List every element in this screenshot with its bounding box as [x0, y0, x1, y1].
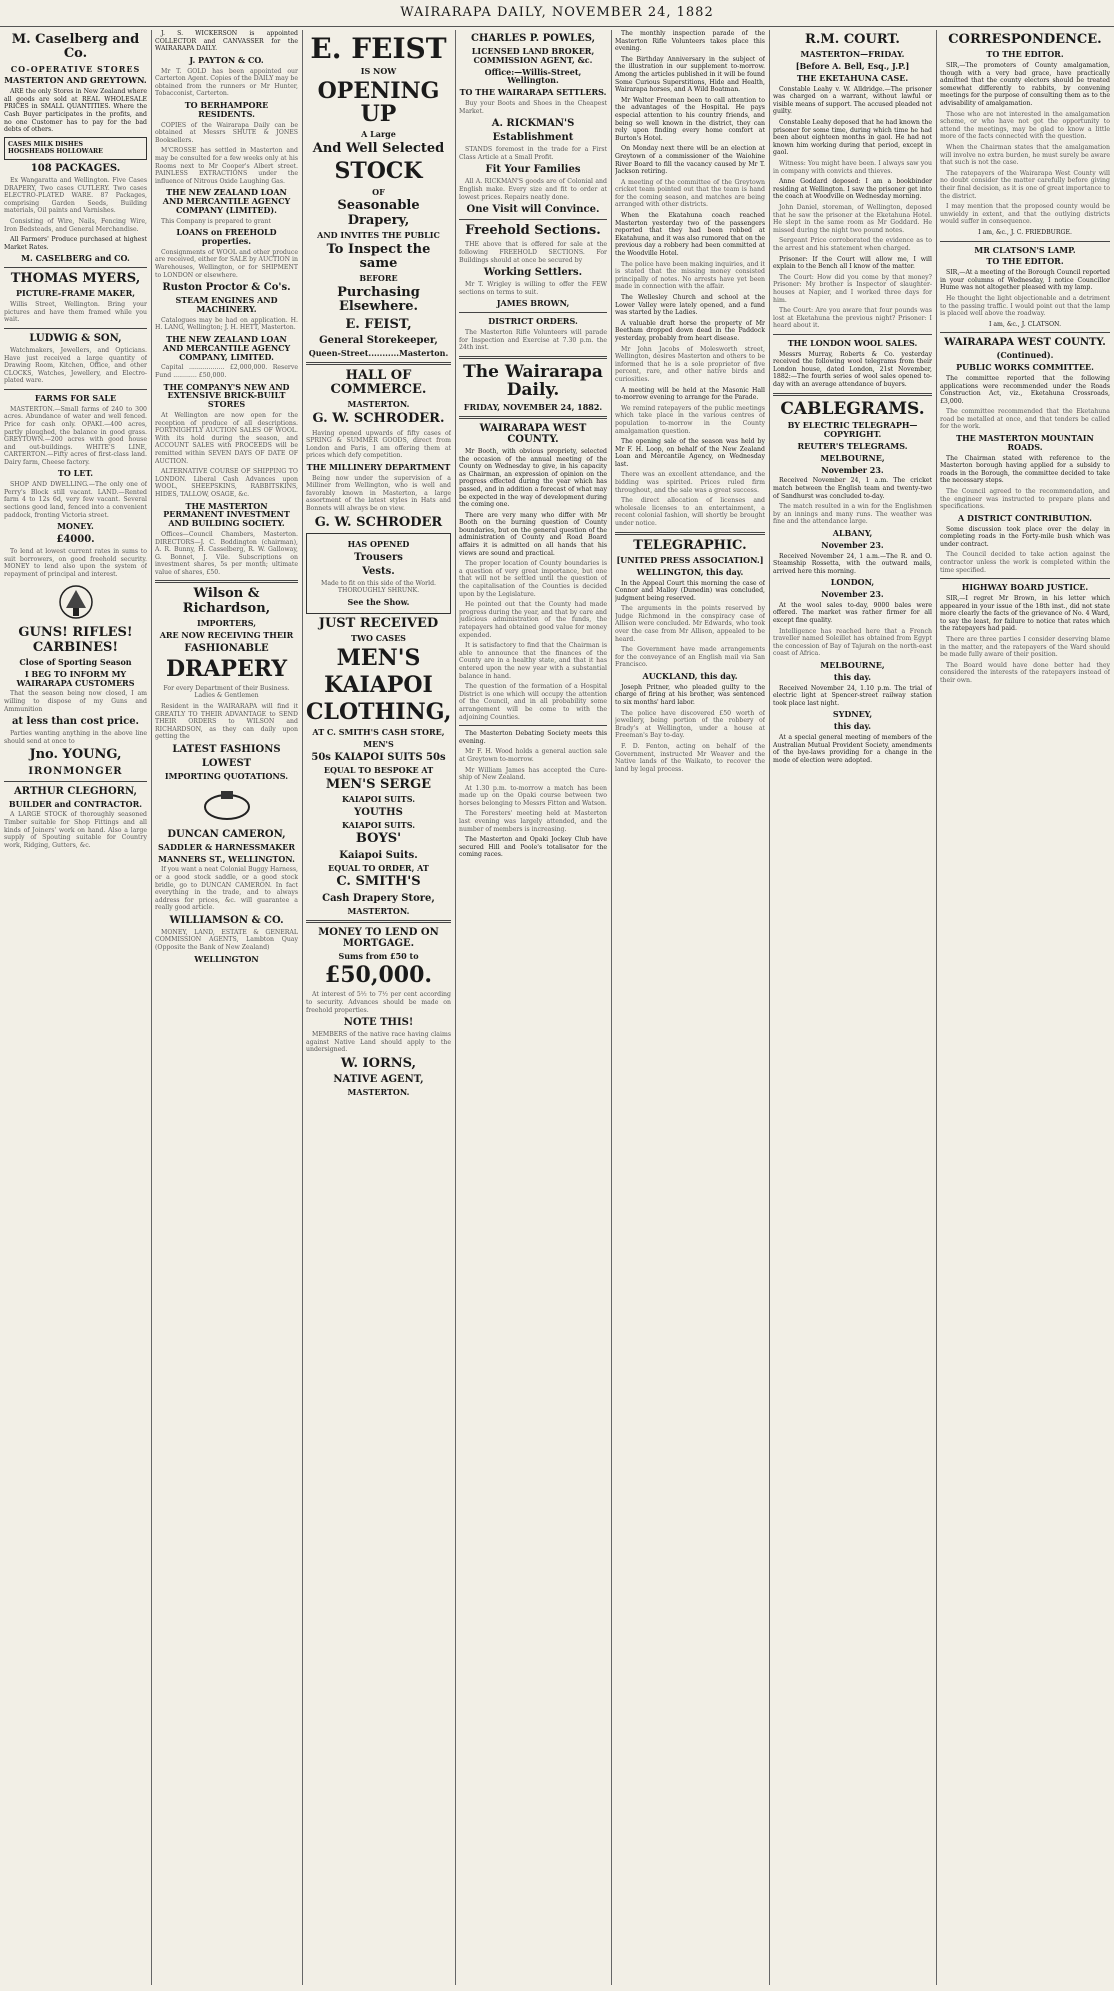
ironmonger: IRONMONGER	[28, 765, 123, 777]
freehold: Freehold Sections.	[465, 223, 601, 239]
mountain-roads: THE MASTERTON MOUNTAIN ROADS.	[956, 433, 1094, 452]
amount: £50,000.	[324, 962, 433, 989]
purchasing: Purchasing Elsewhere.	[337, 285, 420, 315]
caselberg-heading: M. Caselberg and Co.	[11, 32, 140, 62]
kaiapoi: KAIAPOI	[324, 671, 433, 698]
ludwig: LUDWIG & SON,	[29, 332, 122, 344]
melbourne1: MELBOURNE,	[820, 452, 885, 463]
masterton: MASTERTON.	[347, 905, 410, 916]
season-heading: Close of Sporting Season	[19, 657, 132, 667]
masthead: WAIRARAPA DAILY, NOVEMBER 24, 1882	[0, 0, 1114, 27]
column-rule	[611, 30, 612, 1985]
crest-logo	[4, 582, 147, 622]
invites: AND INVITES THE PUBLIC	[317, 229, 440, 240]
column-2: J. S. WICKERSON is appointed COLLECTOR and CANVASSER for the WAIRARAPA DAILY. J. PAYTON & CO. Mr T. GOLD has been appointed our Carterton Agent. Copies of the DAILY may be obtained from the runners or Mr Hunter, Tobacconist, Carterton. TO BERHAMPORE RESIDENTS. COPIES of the Wairarapa Daily can be obtained at Messrs SHUTE & JONES Booksellers. M'CROSSE has settled in Masterton and may be consulted for a few weeks only at his Rooms next to Mr Cooper's Albert street. PAINLESS EXTRACTIONS under the influence of Nitrous Oxide Laughing Gas. THE NEW ZEALAND LOAN AND MERCANTILE AGENCY COMPANY (LIMITED). This Company is prepared to grant LOANS on FREEHOLD properties. Consignments of WOOL and other produce are received, either for SALE by AUCTION in Warehouses, Wellington, or for SHIPMENT to LONDON or elsewhere. Ruston Proctor & Co's. STEAM ENGINES AND MACHINERY. Catalogues may be had on application. H. H. LANG, Wellington; J. H. HETT, Masterton. THE NEW ZEALAND LOAN AND MERCANTILE AGENCY COMPANY, LIMITED. Capital .................. £2,000,000. Reserve Fund ............ £50,000. THE COMPANY'S NEW AND EXTENSIVE BRICK-BUILT STORES At Wellington are now open for the reception of produce of all descriptions. FORTNIGHTLY AUCTION SALES OF WOOL. With its hold during the season, and ACCOUNT SALES with PROCEEDS will be remitted within SEVEN DAYS OF DATE OF AUCTION. ALTERNATIVE COURSE OF SHIPPING TO LONDON. Liberal Cash Advances upon WOOL, SHEEPSKINS, RABBITSKINS, HIDES, TALLOW, OSAGE, &c. THE MASTERTON PERMANENT INVESTMENT AND BUILDING SOCIETY. Offices—Council Chambers, Masterton. DIRECTORS—J. C. Boddington (chairman), A. R. Bunny, H. Casselberg, R. W. Galloway, G. Bonnet, J. Vile. Subscriptions on investment shares, 5s per month; ultimate value of shares, £50. Wilson & Richardson, IMPORTERS, ARE NOW RECEIVING THEIR FASHIONABLE DRAPERY For every Department of their Business. Ladies & Gentlemen Resident in the WAIRARAPA will find it GREATLY TO THEIR ADVANTAGE to SEND THEIR ORDERS to WILSON and RICHARDSON, as they can daily upon getting the LATEST FASHIONS LOWEST IMPORTING QUOTATIONS. DUNCAN CAMERON, SADDLER & HARNESSMAKER MANNERS ST., WELLINGTON. If you want a neat Colonial Buggy Harness, or a good stock saddle, or a good stock bridle, go to DUNCAN CAMERON. In fact everything in the trade, and to always address for prices, &c. will guarantee a really good article. WILLIAMSON & CO. MONEY, LAND, ESTATE & GENERAL COMMISSION AGENTS, Lambton Quay (Opposite the Bank of New Zealand) WELLINGTON	[155, 30, 298, 964]
cable-p10: At a special general meeting of members of the Australian Mutual Provident Society, amendments of the bye-laws providing for a change in the mode of election were adopted.	[773, 734, 932, 764]
shipping: THE NEW ZEALAND LOAN AND MERCANTILE AGENCY COMPANY, LIMITED.	[162, 334, 291, 362]
farms-heading: FARMS FOR SALE	[34, 392, 117, 403]
cable-p8: At the wool sales to-day, 9000 bales were offered. The market was rather firmer for all except fine quality.	[773, 601, 932, 625]
of: OF	[372, 186, 385, 197]
manners: MANNERS ST., WELLINGTON.	[158, 853, 295, 864]
inspect: To Inspect the same	[326, 241, 431, 272]
co-op-heading: CO-OPERATIVE STORES	[10, 63, 141, 74]
boys: BOYS'	[355, 831, 402, 847]
editor2: TO THE EDITOR.	[986, 256, 1064, 267]
hbj-p7: SIR,—I regret Mr Brown, in his letter which appeared in your issue of the 18th inst., did not state more clearly the facts of the grievance of No. 4 Ward, to say the least, for failure to notice that rates which the ratepayers had paid.	[940, 594, 1110, 633]
cable-p7: Received November 24, 1 a.m.—The R. and O. Steamship Rossetta, with the outward mails, arrived here this morning.	[773, 552, 932, 575]
quotations: IMPORTING QUOTATIONS.	[164, 770, 289, 781]
framer: PICTURE-FRAME MAKER,	[15, 288, 136, 299]
news5-p2: The Birthday Anniversary in the subject of the illustration in our supplement to-morrow. Among the articles published in it will be found Some Curious Superstitions, Hide and Health, Wairarapa horses, and A Wild Boatman.	[615, 55, 765, 94]
storekeeper: General Storekeeper,	[319, 335, 438, 347]
price-heading: at less than cost price.	[11, 716, 140, 728]
tolet-heading: TO LET.	[57, 468, 94, 479]
eketahuna: THE EKETAHUNA CASE.	[796, 72, 909, 83]
loans: LOANS on FREEHOLD properties.	[176, 227, 277, 247]
boys-sub: Kaiapoi Suits.	[339, 849, 418, 861]
caselberg-text: ARE the only Stores in New Zealand where all goods are sold at REAL WHOLESALE PRICES in SMALL QUANTITIES. Where the Cash Buyer participates in the profits, and no one Customer has to pay for the bad debts of others.	[4, 88, 147, 134]
correspondence: CORRESPONDENCE.	[948, 32, 1102, 47]
sydney-date: this day.	[833, 721, 872, 732]
harness-logo	[155, 785, 298, 825]
money-amount: £4000.	[56, 534, 95, 546]
mc-box-1	[4, 137, 147, 160]
cable-p6: Received November 24, 1 a.m. The cricket match between the English team and twenty-two of Sandhurst was concluded to-day.	[773, 477, 932, 500]
opened: HAS OPENED	[347, 538, 410, 549]
leader-heading: WAIRARAPA WEST COUNTY.	[479, 422, 587, 445]
cable-sub: BY ELECTRIC TELEGRAPH—COPYRIGHT.	[787, 420, 918, 440]
clothing: CLOTHING,	[306, 699, 451, 726]
wwc: WAIRARAPA WEST COUNTY.	[944, 337, 1106, 349]
column-rule	[151, 30, 152, 1985]
court-p4: Prisoner: If the Court will allow me, I will explain to the Bench all I know of the matter.	[773, 255, 932, 271]
sydney: SYDNEY,	[832, 709, 873, 720]
masterton-perm: THE MASTERTON PERMANENT INVESTMENT AND BUILDING SOCIETY.	[163, 500, 290, 529]
reuter: REUTER'S TELEGRAMS.	[797, 440, 908, 451]
settlers: TO THE WAIRARAPA SETTLERS.	[459, 87, 607, 98]
queen-street: Queen-Street...........Masterton.	[308, 348, 449, 359]
news5-p3: Mr Walter Freeman been to call attention to the advantages of the Hospital. He pays especial attention to his country friends, and being so well known in the district, they can rely upon finding every home comfort at Burton's Hotel.	[615, 96, 765, 142]
leader-p1: Mr Booth, with obvious propriety, selected the occasion of the annual meeting of the County on Wednesday to give, in his capacity as Chairman, an expression of opinion on the progress effected during the year which has passed, and in addition a forecast of what may be expected in the way of development during the coming one.	[459, 447, 607, 509]
native-agent: NATIVE AGENT,	[333, 1074, 424, 1086]
thomas-myers: THOMAS MYERS,	[10, 271, 141, 287]
column-rule	[769, 30, 770, 1985]
new-shipments: ARE NOW RECEIVING THEIR	[159, 629, 294, 640]
equal2: EQUAL TO ORDER, AT	[328, 862, 429, 873]
leader-p2: There are very many who differ with Mr Booth on the burning question of County boundaries, but on the general question of the administration of County and Road Board affairs it is admitted on all hands that his views are sound and practical.	[459, 511, 607, 557]
wool-sales: THE LONDON WOOL SALES.	[787, 337, 918, 348]
rm-sub: MASTERTON—FRIDAY.	[800, 49, 905, 60]
auckland-dateline: AUCKLAND, this day.	[642, 671, 738, 682]
money-lend: MONEY TO LEND ON MORTGAGE.	[318, 926, 439, 949]
opening-up: OPENING UP	[317, 78, 440, 128]
before: BEFORE	[359, 273, 398, 284]
large: A Large	[361, 129, 396, 140]
clatson: MR CLATSON'S LAMP.	[974, 244, 1076, 255]
schroder2: G. W. SCHRODER	[314, 514, 443, 530]
london: LONDON,	[830, 577, 875, 588]
wwc-p6: Some discussion took place over the delay in completing roads in the Forty-mile bush which was under contract.	[940, 525, 1110, 548]
visit: One Visit will Convince.	[466, 204, 600, 216]
smith2: C. SMITH'S	[336, 874, 421, 890]
two-cases: TWO CASES	[351, 633, 406, 644]
wellington: WELLINGTON	[194, 953, 259, 964]
powles: CHARLES P. POWLES,	[470, 33, 596, 44]
millinery: THE MILLINERY DEPARTMENT	[306, 461, 451, 472]
melbourne2-date: this day.	[833, 671, 872, 682]
youth-suits: KAIAPOI SUITS.	[341, 819, 416, 830]
melbourne2: MELBOURNE,	[820, 660, 885, 671]
rm-before: [Before A. Bell, Esq., J.P.]	[795, 61, 910, 72]
cable-p9: Received November 24, 1.10 p.m. The trial of electric light at Spencer-street railway station took place last night.	[773, 684, 932, 707]
cash: Cash Drapery Store,	[322, 892, 435, 904]
district: DISTRICT ORDERS.	[488, 316, 578, 327]
farmers-text: All Farmers' Produce purchased at highest Market Rates.	[4, 236, 147, 251]
selected: And Well Selected	[312, 141, 445, 157]
column-4: CHARLES P. POWLES, LICENSED LAND BROKER, COMMISSION AGENT, &c. Office:—Willis-Street, Wellington. TO THE WAIRARAPA SETTLERS. Buy your Boots and Shoes in the Cheapest Market. A. RICKMAN'S Establishment STANDS foremost in the trade for a First Class Article at a Small Profit. Fit Your Families All A. RICKMAN'S goods are of Colonial and English make. Every size and fit to order at lowest prices. Repairs neatly done. One Visit will Convince. Freehold Sections. THE above that is offered for sale at the following FREEHOLD SECTIONS. For Buildings should at once be secured by Working Settlers. Mr T. Wrigley is willing to offer the FEW sections on terms to suit. JAMES BROWN, DISTRICT ORDERS. The Masterton Rifle Volunteers will parade for Inspection and Exercise at 7.30 p.m. the 24th inst. The Wairarapa Daily. FRIDAY, NOVEMBER 24, 1882. WAIRARAPA WEST COUNTY. Mr Booth, with obvious propriety, selected the occasion of the annual meeting of the County on Wednesday to give, in his capacity as Chairman, an expression of opinion on the progress effected during the year which has passed, and in addition a forecast of what may be expected in the way of development during the coming one. There are very many who differ with Mr Booth on the burning question of County boundaries, but on the general question of the administration of County and Road Board affairs it is admitted on all hands that his views are sound and practical. The proper location of County boundaries is a question of very great importance, but one that will not be settled until the question of the capitalisation of the Counties is decided upon by the Legislature. He pointed out that the County had made progress during the year, and that by care and judicious administration of the funds, the ratepayers had obtained good value for money expended. It is satisfactory to find that the Chairman is able to announce that the finances of the County are in a healthy state, and that it has entered upon the new year with a substantial balance in hand. The question of the formation of a Hospital District is one which will occupy the attention of the Council, and in all probability some arrangement will be come to with the adjoining Counties. The Masterton Debating Society meets this evening. Mr F. H. Wood holds a general auction sale at Greytown to-morrow. Mr William James has accepted the Cure-ship of New Zealand. At 1.30 p.m. to-morrow a match has been made up on the Opaki course between two horses belonging to Messrs Fitton and Watson. The Foresters' meeting held at Masterton last evening was largely attended, and the number of members is increasing. The Masterton and Opaki Jockey Club have secured Hill and Poole's totalisator for the coming races.	[459, 33, 607, 859]
stock: STOCK	[334, 158, 423, 185]
equal: EQUAL TO BESPOKE AT	[323, 764, 434, 775]
caselberg-sign: M. CASELBERG and CO.	[21, 253, 130, 264]
court-p2: Constable Leahy deposed that he had known the prisoner for some time, during which time he had been about eighteen months in gaol. He had not known him working during that period, except in gaol.	[773, 119, 932, 157]
youths: YOUTHS	[354, 806, 403, 818]
note: NOTE THIS!	[343, 1017, 414, 1029]
cablegrams: CABLEGRAMS.	[780, 398, 925, 419]
iorns: W. IORNS,	[340, 1056, 417, 1072]
ruston: Ruston Proctor & Co's.	[162, 282, 291, 294]
towns-heading: MASTERTON AND GREYTOWN.	[4, 75, 147, 86]
news-p3: The Masterton Debating Society meets this evening.	[459, 730, 607, 745]
feist-heading: E. FEIST	[310, 32, 447, 65]
seasonable-drapery: Seasonable Drapery,	[337, 198, 420, 228]
albany: ALBANY,	[832, 527, 873, 538]
working: Working Settlers.	[483, 267, 583, 279]
smith: AT C. SMITH'S CASH STORE,	[312, 727, 445, 738]
young-heading: Jno. YOUNG,	[29, 747, 122, 763]
column-rule	[455, 30, 456, 1985]
column-1: M. Caselberg and Co. CO-OPERATIVE STORES MASTERTON AND GREYTOWN. ARE the only Stores in New Zealand where all goods are sold at REAL WHOLESALE PRICES in SMALL QUANTITIES. Where the Cash Buyer participates in the profits, and no one Customer has to pay for the bad debts of others. CASES MILK DISHES HOGSHEADS HOLLOWARE 108 PACKAGES. Ex Wangaratta and Wellington. Five Cases DRAPERY, Two cases CUTLERY. Two cases ELECTRO-PLATED WARE. 87 Packages, comprising Garden Seeds, Building materials, Oil paints and Varnishes. Consisting of Wire, Nails, Fencing Wire, Iron Bedsteads, and General Merchandise. All Farmers' Produce purchased at highest Market Rates. M. CASELBERG and CO. THOMAS MYERS, PICTURE-FRAME MAKER, Willis Street, Wellington. Bring your pictures and have them framed while you wait. LUDWIG & SON, Watchmakers, Jewellers, and Opticians. Have just received a large quantity of Drawing Room, Kitchen, Office, and other CLOCKS, Watches, Jewellery, and Electro-plated ware. FARMS FOR SALE MASTERTON.—Small farms of 240 to 300 acres. Abundance of water and well fenced. Price for cash only. OPAKI.—400 acres, partly ploughed, the balance in good grass. GREYTOWN.—200 acres with good house and out-buildings. WHITE'S LINE, CARTERTON.—Fifty acres of first-class land. Dairy farm, Cheese factory. TO LET. SHOP AND DWELLING.—The only one of Perry's Block still vacant. LAND.—Rented farm 4 to 12s 6d, very few vacant. Several sections good land, fenced into a convenient paddock, fronting Victoria street. MONEY. £4000. To lend at lowest current rates in sums to suit borrowers, on good freehold security. MONEY to lend also upon the system of repayment of principal and interest. GUNS! RIFLES! CARBINES! Close of Sporting Season I BEG TO INFORM MY WAIRARAPA CUSTOMERS That the season being now closed, I am willing to dispose of my Guns and Ammunition at less than cost price. Parties wanting anything in the above line should send at once to Jno. YOUNG, IRONMONGER ARTHUR CLEGHORN, BUILDER and CONTRACTOR. A LARGE STOCK of thoroughly seasoned Timber suitable for Shop Fittings and all kinds of Joiners' work on hand. Also a large supply of Spouting suitable for Country work, Ridging, Gutters, &c.	[4, 32, 147, 849]
paper-title: The Wairarapa Daily.	[463, 361, 603, 401]
feist2: E. FEIST,	[345, 316, 412, 332]
wool-stores: THE COMPANY'S NEW AND EXTENSIVE BRICK-BUILT STORES	[163, 381, 290, 410]
latest: LATEST FASHIONS	[172, 743, 281, 755]
wwc-p4: The committee reported that the following applications were recommended under the Roads Construction Act, viz., Eketahuna Crossroads, £3,000.	[940, 374, 1110, 405]
mk1: CASES MILK DISHES	[8, 140, 83, 148]
hall: HALL OF COMMERCE.	[330, 367, 427, 398]
suits-price: 50s KAIAPOI SUITS 50s	[311, 751, 446, 763]
inform-heading: I BEG TO INFORM MY WAIRARAPA CUSTOMERS	[16, 668, 135, 688]
packages-heading: 108 PACKAGES.	[30, 162, 121, 174]
powles-sub: LICENSED LAND BROKER, COMMISSION AGENT, &c.	[471, 46, 595, 65]
column-6: R.M. COURT. MASTERTON—FRIDAY. [Before A. Bell, Esq., J.P.] THE EKETAHUNA CASE. Constable Leahy v. W. Alldridge.—The prisoner was charged on a warrant, without lawful or visible means of support. The accused pleaded not guilty. Constable Leahy deposed that he had known the prisoner for some time, during which time he had been about eighteen months in gaol. He had not known him working during that period, except in gaol. Witness: You might have been. I always saw you in company with convicts and thieves. Anne Goddard deposed: I am a bookbinder residing at Wellington. I saw the prisoner get into the coach at Woodville on Wednesday morning. John Daniel, storeman, of Wellington, deposed that he saw the prisoner at the Eketahuna Hotel. He slept in the same room as Mr Goddard. He missed during the night two pound notes. Sergeant Price corroborated the evidence as to the arrest and his statement when charged. Prisoner: If the Court will allow me, I will explain to the Bench all I know of the matter. The Court: How did you come by that money? Prisoner: My brother is Inspector of slaughter-houses at Napier, and I worked three days for him. The Court: Are you aware that four pounds was lost at Eketahuna the previous night? Prisoner: I heard about it. THE LONDON WOOL SALES. Messrs Murray, Roberts & Co. yesterday received the following wool telegrams from their London house, dated London, 21st November, 1882:—The fourth series of wool sales opened to-day with an average attendance of buyers. CABLEGRAMS. BY ELECTRIC TELEGRAPH—COPYRIGHT. REUTER'S TELEGRAMS. MELBOURNE, November 23. Received November 24, 1 a.m. The cricket match between the English team and twenty-two of Sandhurst was concluded to-day. The match resulted in a win for the Englishmen by an innings and many runs. The weather was fine and the attendance large. ALBANY, November 23. Received November 24, 1 a.m.—The R. and O. Steamship Rossetta, with the outward mails, arrived here this morning. LONDON, November 23. At the wool sales to-day, 9000 bales were offered. The market was rather firmer for all except fine quality. Intelligence has reached here that a French traveller named Soleillet has obtained from Egypt the concession of Bay of Tajurah on the north-east coast of Africa. MELBOURNE, this day. Received November 24, 1.10 p.m. The trial of electric light at Spencer-street railway station took place last night. SYDNEY, this day. At a special general meeting of members of the Australian Mutual Provident Society, amendments of the bye-laws providing for a change in the mode of election were adopted.	[773, 32, 932, 764]
bowes: JAMES BROWN,	[496, 298, 570, 309]
payton: J. PAYTON & CO.	[189, 54, 264, 65]
arthur: ARTHUR CLEGHORN,	[14, 785, 137, 797]
fashionable: FASHIONABLE	[184, 642, 269, 654]
steam: STEAM ENGINES AND MACHINERY.	[175, 295, 278, 315]
pwc: PUBLIC WORKS COMMITTEE.	[956, 362, 1094, 373]
is-now: IS NOW	[360, 66, 397, 77]
trousers-box: HAS OPENED Trousers Vests. Made to fit on this side of the World. THOROUGHLY SHRUNK. See the Show.	[306, 533, 451, 614]
schroder: G. W. SCHRODER.	[312, 411, 445, 427]
see-show: See the Show.	[347, 596, 410, 607]
saddler: SADDLER & HARNESSMAKER	[158, 841, 295, 852]
news5-p5: When the Ekatahuna coach reached Masterton yesterday two of the passengers reported that they had been robbed at Ekatahuna, and it was also rumored that on the previous day a robbery had been committed at the Woodville Hotel.	[615, 212, 765, 258]
news-p4: The Masterton and Opaki Jockey Club have secured Hill and Poole's totalisator for the coming races.	[459, 836, 607, 859]
column-7: CORRESPONDENCE. TO THE EDITOR. SIR,—The promoters of County amalgamation, though with a very bad grace, have practically admitted that the county electors should be treated somewhat differently to rabbits, by convening meetings for the purpose of consulting them as to the advisability of amalgamation. Those who are not interested in the amalgamation scheme, or who have not got the opportunity to attend the meetings, may be glad to know a little more of the facts connected with the question. When the Chairman states that the amalgamation will involve no extra burden, he must surely be aware that such is not the case. The ratepayers of the Wairarapa West County will no doubt consider the matter carefully before giving their final decision, as it is one of great importance to the district. I may mention that the proposed county would be unwieldy in extent, and that the outlying districts would suffer in consequence. I am, &c., J. C. FRIEDBURGE. MR CLATSON'S LAMP. TO THE EDITOR. SIR,—At a meeting of the Borough Council reported in your columns of Wednesday, I notice Councillor Hume was not altogether pleased with my lamp. He thought the light objectionable and a detriment to the passing traffic. I would point out that the lamp is placed well above the roadway. I am, &c., J. CLATSON. WAIRARAPA WEST COUNTY. (Continued). PUBLIC WORKS COMMITTEE. The committee reported that the following applications were recommended under the Roads Construction Act, viz., Eketahuna Crossroads, £3,000. The committee recommended that the Eketahuna road be metalled at once, and that tenders be called for the work. THE MASTERTON MOUNTAIN ROADS. The Chairman stated with reference to the Masterton borough having applied for a subsidy to roads in the Borough, the committee decided to take the necessary steps. The Council agreed to the recommendation, and the engineer was instructed to prepare plans and specifications. A DISTRICT CONTRIBUTION. Some discussion took place over the delay in completing roads in the Forty-mile bush which was under contract. The Council decided to take action against the contractor unless the work is completed within the time specified. HIGHWAY BOARD JUSTICE. SIR,—I regret Mr Brown, in his letter which appeared in your issue of the 18th inst., did not state more clearly the facts of the grievance of No. 4 Ward, to say the least, for failure to notice that rates which the ratepayers had paid. There are three parties I consider deserving blame in the matter, and the ratepayers of the Ward should be made fully aware of their position. The Board would have done better had they considered the interests of the ratepayers instead of their own.	[940, 32, 1110, 684]
court-p3: Anne Goddard deposed: I am a bookbinder residing at Wellington. I saw the prisoner get into the coach at Woodville on Wednesday morning.	[773, 178, 932, 201]
column-3: E. FEIST IS NOW OPENING UP A Large And Well Selected STOCK OF Seasonable Drapery, AND INVITES THE PUBLIC To Inspect the same BEFORE Purchasing Elsewhere. E. FEIST, General Storekeeper, Queen-Street...........Masterton. HALL OF COMMERCE. MASTERTON. G. W. SCHRODER. Having opened upwards of fifty cases of SPRING & SUMMER GOODS, direct from London and Paris, I am offering them at prices which defy competition. THE MILLINERY DEPARTMENT Being now under the supervision of a Milliner from Wellington, who is well and favorably known in Masterton, a large assortment of the latest styles in Hats and Bonnets will always be on view. G. W. SCHRODER HAS OPENED Trousers Vests. Made to fit on this side of the World. THOROUGHLY SHRUNK. See the Show. JUST RECEIVED TWO CASES MEN'S KAIAPOI CLOTHING, AT C. SMITH'S CASH STORE, MEN'S 50s KAIAPOI SUITS 50s EQUAL TO BESPOKE AT MEN'S SERGE KAIAPOI SUITS. YOUTHS KAIAPOI SUITS. BOYS' Kaiapoi Suits. EQUAL TO ORDER, AT C. SMITH'S Cash Drapery Store, MASTERTON. MONEY TO LEND ON MORTGAGE. Sums from £50 to £50,000. At interest of 5½ to 7½ per cent according to security. Advances should be made on freehold properties. NOTE THIS! MEMBERS of the native race having claims against Native Land should apply to the undersigned. W. IORNS, NATIVE AGENT, MASTERTON.	[306, 32, 451, 1098]
corr-p3: SIR,—At a meeting of the Borough Council reported in your columns of Wednesday, I notice Councillor Hume was not altogether pleased with my lamp.	[940, 269, 1110, 292]
highway-justice: HIGHWAY BOARD JUSTICE.	[961, 582, 1089, 593]
corr-p1: SIR,—The promoters of County amalgamation, though with a very bad grace, have practically admitted that the county electors should be treated somewhat differently to rabbits, by convening meetings for the purpose of consulting them as to the advisability of amalgamation.	[940, 62, 1110, 108]
establishment: Establishment	[492, 132, 574, 144]
news5-p8: A meeting will be held at the Masonic Hall to-morrow evening to arrange for the Parade.	[615, 386, 765, 402]
news5-p1: The monthly inspection parade of the Masterton Rifle Volunteers takes place this evening.	[615, 30, 765, 53]
lowest: LOWEST	[201, 757, 252, 769]
hall-place: MASTERTON.	[347, 399, 410, 410]
news5-p10: In the Appeal Court this morning the case of Connor and Malloy (Dunedin) was concluded, judgment being reserved.	[615, 579, 765, 602]
column-5: The monthly inspection parade of the Masterton Rifle Volunteers takes place this evening. The Birthday Anniversary in the subject of the illustration in our supplement to-morrow. Among the articles published in it will be found Some Curious Superstitions, Hide and Health, Wairarapa horses, and A Wild Boatman. Mr Walter Freeman been to call attention to the advantages of the Hospital. He pays especial attention to his country friends, and being so well known in the district, they can rely upon finding every home comfort at Burton's Hotel. On Monday next there will be an election at Greytown of a commissioner of the Waiohine River Board to fill the vacancy caused by Mr T. Jackson retiring. A meeting of the committee of the Greytown cricket team pointed out that the team is hand for the coming season, and matches are being arranged with other districts. When the Ekatahuna coach reached Masterton yesterday two of the passengers reported that they had been robbed at Ekatahuna, and it was also rumored that on the previous day a robbery had been committed at the Woodville Hotel. The police have been making inquiries, and it is stated that the missing money consisted principally of notes. No arrests have yet been made in connection with the affair. The Wellesley Church and school at the Lower Valley were lately opened, and a fund was started by the Ladies. A valuable draft horse the property of Mr Beetham dropped down dead in the Paddock yesterday, probably from heart disease. Mr John Jacobs of Molesworth street, Wellington, desires Masterton and others to be informed that he is a sole proprietor of five percent, rare, and other native birds and curiosities. A meeting will be held at the Masonic Hall to-morrow evening to arrange for the Parade. We remind ratepayers of the public meetings which take place in the various centres of population to-morrow in the County amalgamation question. The opening sale of the season was held by Mr F. H. Loop, on behalf of the New Zealand Loan and Mercantile Agency, on Wednesday last. There was an excellent attendance, and the bidding was spirited. Prices ruled firm throughout, and the sale was a great success. The direct allocation of licenses and wholesale licenses to an entertainment, a recent colonial fashion, will shortly be brought under notice. TELEGRAPHIC. [UNITED PRESS ASSOCIATION.] WELLINGTON, this day. In the Appeal Court this morning the case of Connor and Malloy (Dunedin) was concluded, judgment being reserved. The arguments in the points reserved by Judge Richmond in the conspiracy case of Allison were concluded. Mr Edwards, who took over the case from Mr Allison, appealed to be heard. The Government have made arrangements for the conveyance of an English mail via San Francisco. AUCKLAND, this day. Joseph Pritner, who pleaded guilty to the charge of firing at his brother, was sentenced to six months' hard labor. The police have discovered £50 worth of jewellery, being portion of the robbery of Brady's at Wellington, under a house at Freeman's Bay to-day. F. D. Fenton, acting on behalf of the Government, instructed Mr Weaver and the Native lands of the Waikato, to recover the land by legal process.	[615, 30, 765, 773]
wickerson: J. S. WICKERSON is appointed COLLECTOR and CANVASSER for the WAIRARAPA DAILY.	[155, 30, 298, 53]
wellington-dateline: WELLINGTON, this day.	[636, 566, 744, 577]
nz-loan: THE NEW ZEALAND LOAN AND MERCANTILE AGENCY COMPANY (LIMITED).	[162, 187, 291, 215]
albany-date: November 23.	[821, 539, 884, 550]
column-rule	[302, 30, 303, 1985]
mens-suits: MEN'S	[363, 738, 394, 749]
duncan: DUNCAN CAMERON,	[167, 828, 286, 840]
wilson-heading: Wilson & Richardson,	[182, 586, 271, 616]
mens: MEN'S	[336, 644, 421, 671]
money-heading: MONEY.	[57, 521, 94, 532]
news5-p6: The Wellesley Church and school at the Lower Valley were lately opened, and a fund was started by the Ladies.	[615, 294, 765, 317]
corr-sig1: I am, &c., J. C. FRIEDBURGE.	[978, 228, 1072, 236]
vests: Vests.	[362, 565, 395, 577]
residents: TO BERHAMPORE RESIDENTS.	[184, 99, 269, 119]
corr-sig2: I am, &c., J. CLATSON.	[988, 320, 1062, 328]
news5-p9: The opening sale of the season was held by Mr F. H. Loop, on behalf of the New Zealand Loan and Mercantile Agency, on Wednesday last.	[615, 438, 765, 468]
court-p1: Constable Leahy v. W. Alldridge.—The prisoner was charged on a warrant, without lawful or visible means of support. The accused pleaded not guilty.	[773, 85, 932, 116]
rm-court: R.M. COURT.	[805, 32, 900, 47]
wool-p: Messrs Murray, Roberts & Co. yesterday received the following wool telegrams from their London house, dated London, 21st November, 1882:—The fourth series of wool sales opened to-day with an average attendance of buyers.	[773, 350, 932, 389]
serge: MEN'S SERGE	[325, 776, 432, 792]
column-rule	[936, 30, 937, 1985]
news5-p4: On Monday next there will be an election at Greytown of a commissioner of the Waiohine River Board to fill the vacancy caused by Mr T. Jackson retiring.	[615, 145, 765, 176]
paper-date: FRIDAY, NOVEMBER 24, 1882.	[463, 402, 603, 413]
fit: Fit Your Families	[485, 164, 581, 176]
wwc-p5: The Chairman stated with reference to the Masterton borough having applied for a subsidy to roads in the Borough, the committee decided to take the necessary steps.	[940, 454, 1110, 485]
just-received: JUST RECEIVED	[318, 615, 439, 631]
editor1: TO THE EDITOR.	[986, 49, 1064, 60]
tele-sub: [UNITED PRESS ASSOCIATION.]	[616, 554, 764, 565]
district-contribution: A DISTRICT CONTRIBUTION.	[958, 512, 1092, 523]
powles-office: Office:—Willis-Street, Wellington.	[484, 66, 582, 86]
guns-heading: GUNS! RIFLES! CARBINES!	[18, 625, 133, 655]
trousers: Trousers	[354, 551, 403, 563]
news5-p7: A valuable draft horse the property of Mr Beetham dropped down dead in the Paddock yesterday, probably from heart disease.	[615, 319, 765, 342]
rickman: A. RICKMAN'S	[491, 118, 575, 130]
london-date: November 23.	[821, 589, 884, 600]
drapery-heading: DRAPERY	[165, 655, 288, 682]
mk2: HOGSHEADS HOLLOWARE	[8, 148, 103, 156]
williamson: WILLIAMSON & CO.	[169, 914, 284, 926]
telegraphic: TELEGRAPHIC.	[633, 537, 747, 553]
sums: Sums from £50 to	[338, 950, 419, 961]
serge-sub: KAIAPOI SUITS.	[341, 793, 416, 804]
melbourne1-date: November 23.	[821, 464, 884, 475]
importers: IMPORTERS,	[196, 618, 257, 629]
news5-p11: Joseph Pritner, who pleaded guilty to the charge of firing at his brother, was sentenced to six months' hard labor.	[615, 683, 765, 707]
continued: (Continued).	[996, 350, 1054, 361]
builder: BUILDER and CONTRACTOR.	[8, 798, 143, 809]
iorns-place: MASTERTON.	[347, 1087, 410, 1098]
